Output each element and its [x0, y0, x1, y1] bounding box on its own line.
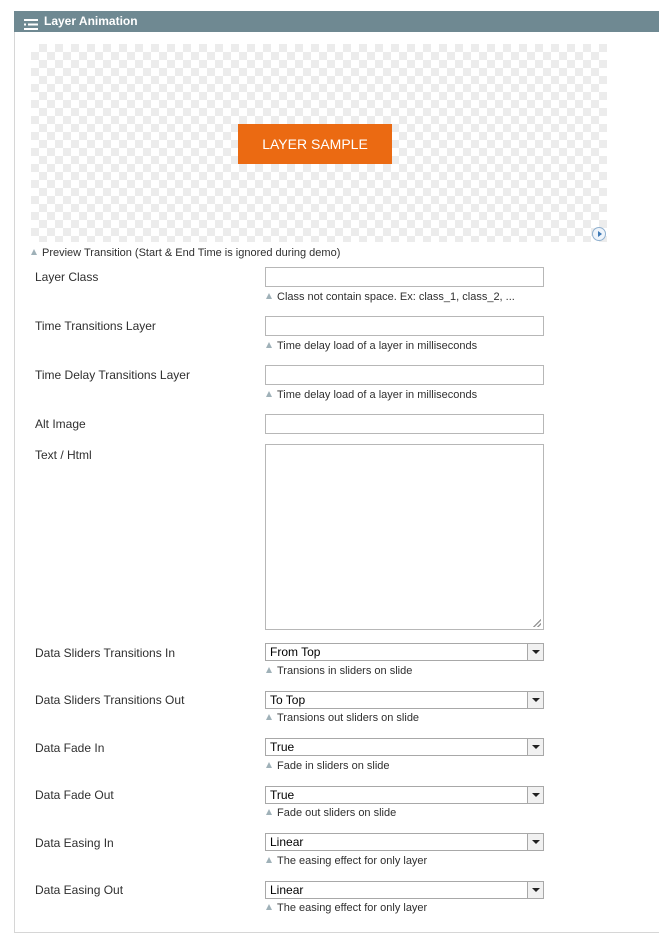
time-delay-transitions-label: Time Delay Transitions Layer	[35, 368, 190, 382]
triangle-up-icon	[266, 762, 272, 768]
list-icon	[24, 16, 38, 27]
easing-in-label: Data Easing In	[35, 836, 114, 850]
triangle-up-icon	[266, 714, 272, 720]
easing-in-hint	[266, 855, 427, 867]
layer-class-label: Layer Class	[35, 270, 99, 284]
sliders-out-value: To Top	[270, 693, 306, 707]
chevron-down-icon[interactable]	[527, 644, 543, 660]
time-transitions-hint	[266, 340, 477, 352]
easing-out-hint-text: The easing effect for only layer	[277, 902, 428, 914]
time-delay-transitions-hint	[266, 389, 477, 401]
fade-in-value: True	[270, 740, 295, 754]
layer-class-hint	[266, 291, 515, 303]
fade-in-hint	[266, 760, 390, 772]
time-transitions-label: Time Transitions Layer	[35, 319, 156, 333]
sliders-out-select[interactable]	[265, 691, 544, 709]
triangle-up-icon	[266, 391, 272, 397]
triangle-up-icon	[266, 293, 272, 299]
fade-in-hint-text: Fade in sliders on slide	[277, 760, 390, 772]
fade-out-value: True	[270, 788, 295, 802]
fade-in-select[interactable]	[265, 738, 544, 756]
layer-sample[interactable]: LAYER SAMPLE	[238, 124, 392, 164]
chevron-down-icon[interactable]	[527, 882, 543, 898]
preview-note	[31, 247, 340, 259]
sliders-in-select[interactable]	[265, 643, 544, 661]
easing-out-label: Data Easing Out	[35, 883, 124, 897]
sliders-in-hint	[266, 665, 412, 677]
chevron-down-icon[interactable]	[527, 739, 543, 755]
easing-in-hint-text: The easing effect for only layer	[277, 855, 428, 867]
sliders-in-hint-text: Transions in sliders on slide	[277, 665, 413, 677]
triangle-up-icon	[266, 667, 272, 673]
triangle-up-icon	[31, 249, 37, 255]
chevron-down-icon[interactable]	[527, 787, 543, 803]
triangle-up-icon	[266, 342, 272, 348]
sliders-out-hint-text: Transions out sliders on slide	[277, 712, 420, 724]
fade-in-label: Data Fade In	[35, 741, 105, 755]
alt-image-input[interactable]	[265, 414, 544, 434]
alt-image-label: Alt Image	[35, 417, 86, 431]
time-delay-transitions-input[interactable]	[265, 365, 544, 385]
text-html-textarea[interactable]	[265, 444, 544, 630]
text-html-label: Text / Html	[35, 448, 92, 462]
fade-out-hint-text: Fade out sliders on slide	[277, 807, 397, 819]
fade-out-select[interactable]	[265, 786, 544, 804]
fade-out-hint	[266, 807, 396, 819]
triangle-up-icon	[266, 809, 272, 815]
layer-class-hint-text: Class not contain space. Ex: class_1, class_2, ...	[277, 291, 515, 303]
resize-grip-icon[interactable]	[533, 619, 541, 627]
time-transitions-input[interactable]	[265, 316, 544, 336]
sliders-out-label: Data Sliders Transitions Out	[35, 693, 185, 707]
time-transitions-hint-text: Time delay load of a layer in milliseconds	[277, 340, 478, 352]
easing-in-select[interactable]	[265, 833, 544, 851]
fade-out-label: Data Fade Out	[35, 788, 114, 802]
section-title: Layer Animation	[44, 14, 138, 28]
easing-out-value: Linear	[270, 883, 304, 897]
preview-canvas	[31, 44, 607, 242]
easing-in-value: Linear	[270, 835, 304, 849]
time-delay-transitions-hint-text: Time delay load of a layer in milliseconds	[277, 389, 478, 401]
preview-note-text: Preview Transition (Start & End Time is ignored during demo)	[42, 247, 341, 259]
chevron-down-icon[interactable]	[527, 834, 543, 850]
easing-out-select[interactable]	[265, 881, 544, 899]
section-header[interactable]	[14, 11, 659, 32]
easing-out-hint	[266, 902, 427, 914]
layer-class-input[interactable]	[265, 267, 544, 287]
chevron-down-icon[interactable]	[527, 692, 543, 708]
triangle-up-icon	[266, 857, 272, 863]
sliders-in-value: From Top	[270, 645, 321, 659]
play-icon[interactable]	[592, 227, 606, 241]
triangle-up-icon	[266, 904, 272, 910]
sliders-in-label: Data Sliders Transitions In	[35, 646, 176, 660]
sliders-out-hint	[266, 712, 419, 724]
